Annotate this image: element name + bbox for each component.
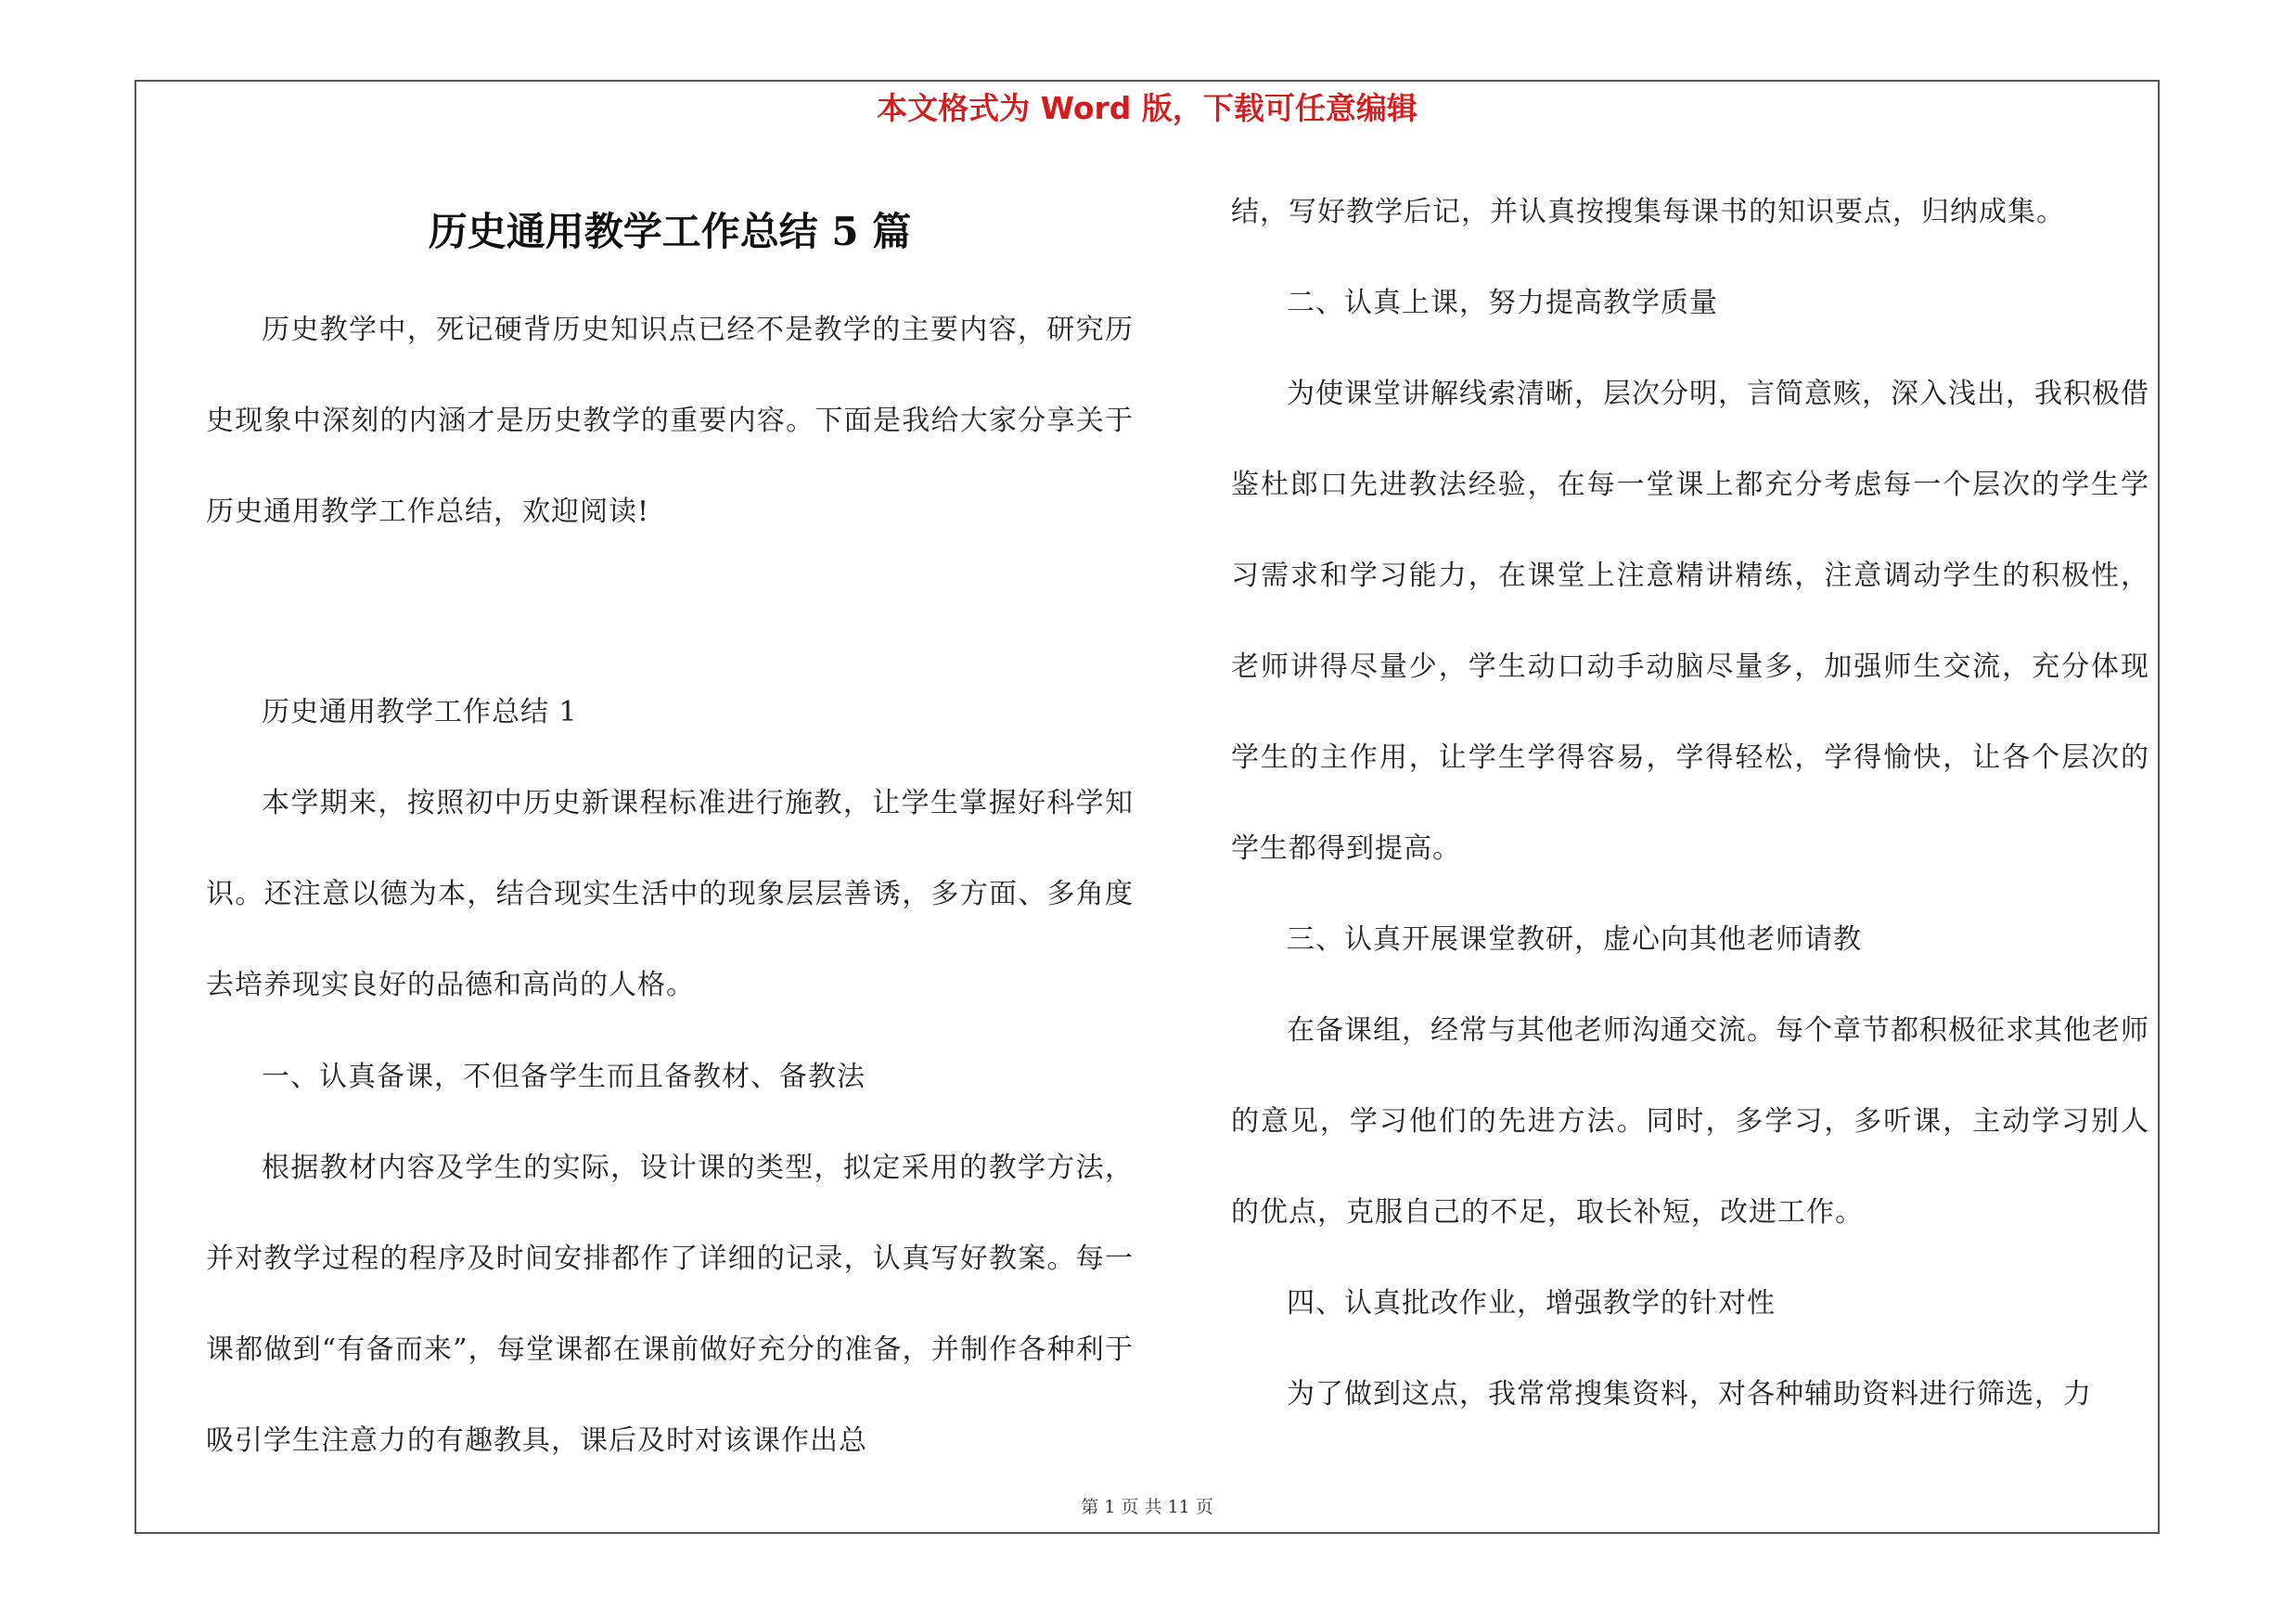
heading-1: 一、认真备课，不但备学生而且备教材、备教法 bbox=[262, 1061, 866, 1093]
paragraph-5: 为了做到这点，我常常搜集资料，对各种辅助资料进行筛选，力 bbox=[1287, 1378, 2092, 1410]
paragraph-1: 本学期来，按照初中历史新课程标准进行施教，让学生掌握好科学知识。还注意以德为本，结合现实生活中的现象层层善诱，多方面、多角度去培养现实良好的品德和高尚的人格。 bbox=[206, 787, 1134, 1001]
heading-4: 四、认真批改作业，增强教学的针对性 bbox=[1287, 1287, 1776, 1320]
heading-2: 二、认真上课，努力提高教学质量 bbox=[1287, 287, 1718, 319]
format-notice-banner: 本文格式为 Word 版，下载可任意编辑 bbox=[877, 90, 1417, 126]
paragraph-2: 根据教材内容及学生的实际，设计课的类型，拟定采用的教学方法，并对教学过程的程序及时间安排都作了详细的记录，认真写好教案。每一课都做到“有备而来”，每堂课都在课前做好充分的准备，并制作各种利于吸引学生注意力的有趣教具，课后及时对该课作出总 bbox=[206, 1152, 1134, 1457]
paragraph-2-continued: 结，写好教学后记，并认真按搜集每课书的知识要点，归纳成集。 bbox=[1231, 196, 2065, 228]
section-title: 历史通用教学工作总结 1 bbox=[262, 696, 578, 728]
heading-3: 三、认真开展课堂教研，虚心向其他老师请教 bbox=[1287, 923, 1862, 956]
page-number: 第 1 页 共 11 页 bbox=[1081, 1497, 1213, 1517]
paragraph-3: 为使课堂讲解线索清晰，层次分明，言简意赅，深入浅出，我积极借鉴杜郎口先进教法经验，在每一堂课上都充分考虑每一个层次的学生学习需求和学习能力，在课堂上注意精讲精练，注意调动学生的积极性，老师讲得尽量少，学生动口动手动脑尽量多，加强师生交流，充分体现学生的主作用，让学生学得容易，学得轻松，学得愉快，让各个层次的学生都得到提高。 bbox=[1231, 378, 2149, 865]
paragraph-4: 在备课组，经常与其他老师沟通交流。每个章节都积极征求其他老师的意见，学习他们的先进方法。同时，多学习，多听课，主动学习别人的优点，克服自己的不足，取长补短，改进工作。 bbox=[1231, 1014, 2149, 1229]
intro-paragraph: 历史教学中，死记硬背历史知识点已经不是教学的主要内容，研究历史现象中深刻的内涵才是历史教学的重要内容。下面是我给大家分享关于历史通用教学工作总结，欢迎阅读! bbox=[206, 314, 1134, 528]
document-title: 历史通用教学工作总结 5 篇 bbox=[428, 209, 912, 254]
